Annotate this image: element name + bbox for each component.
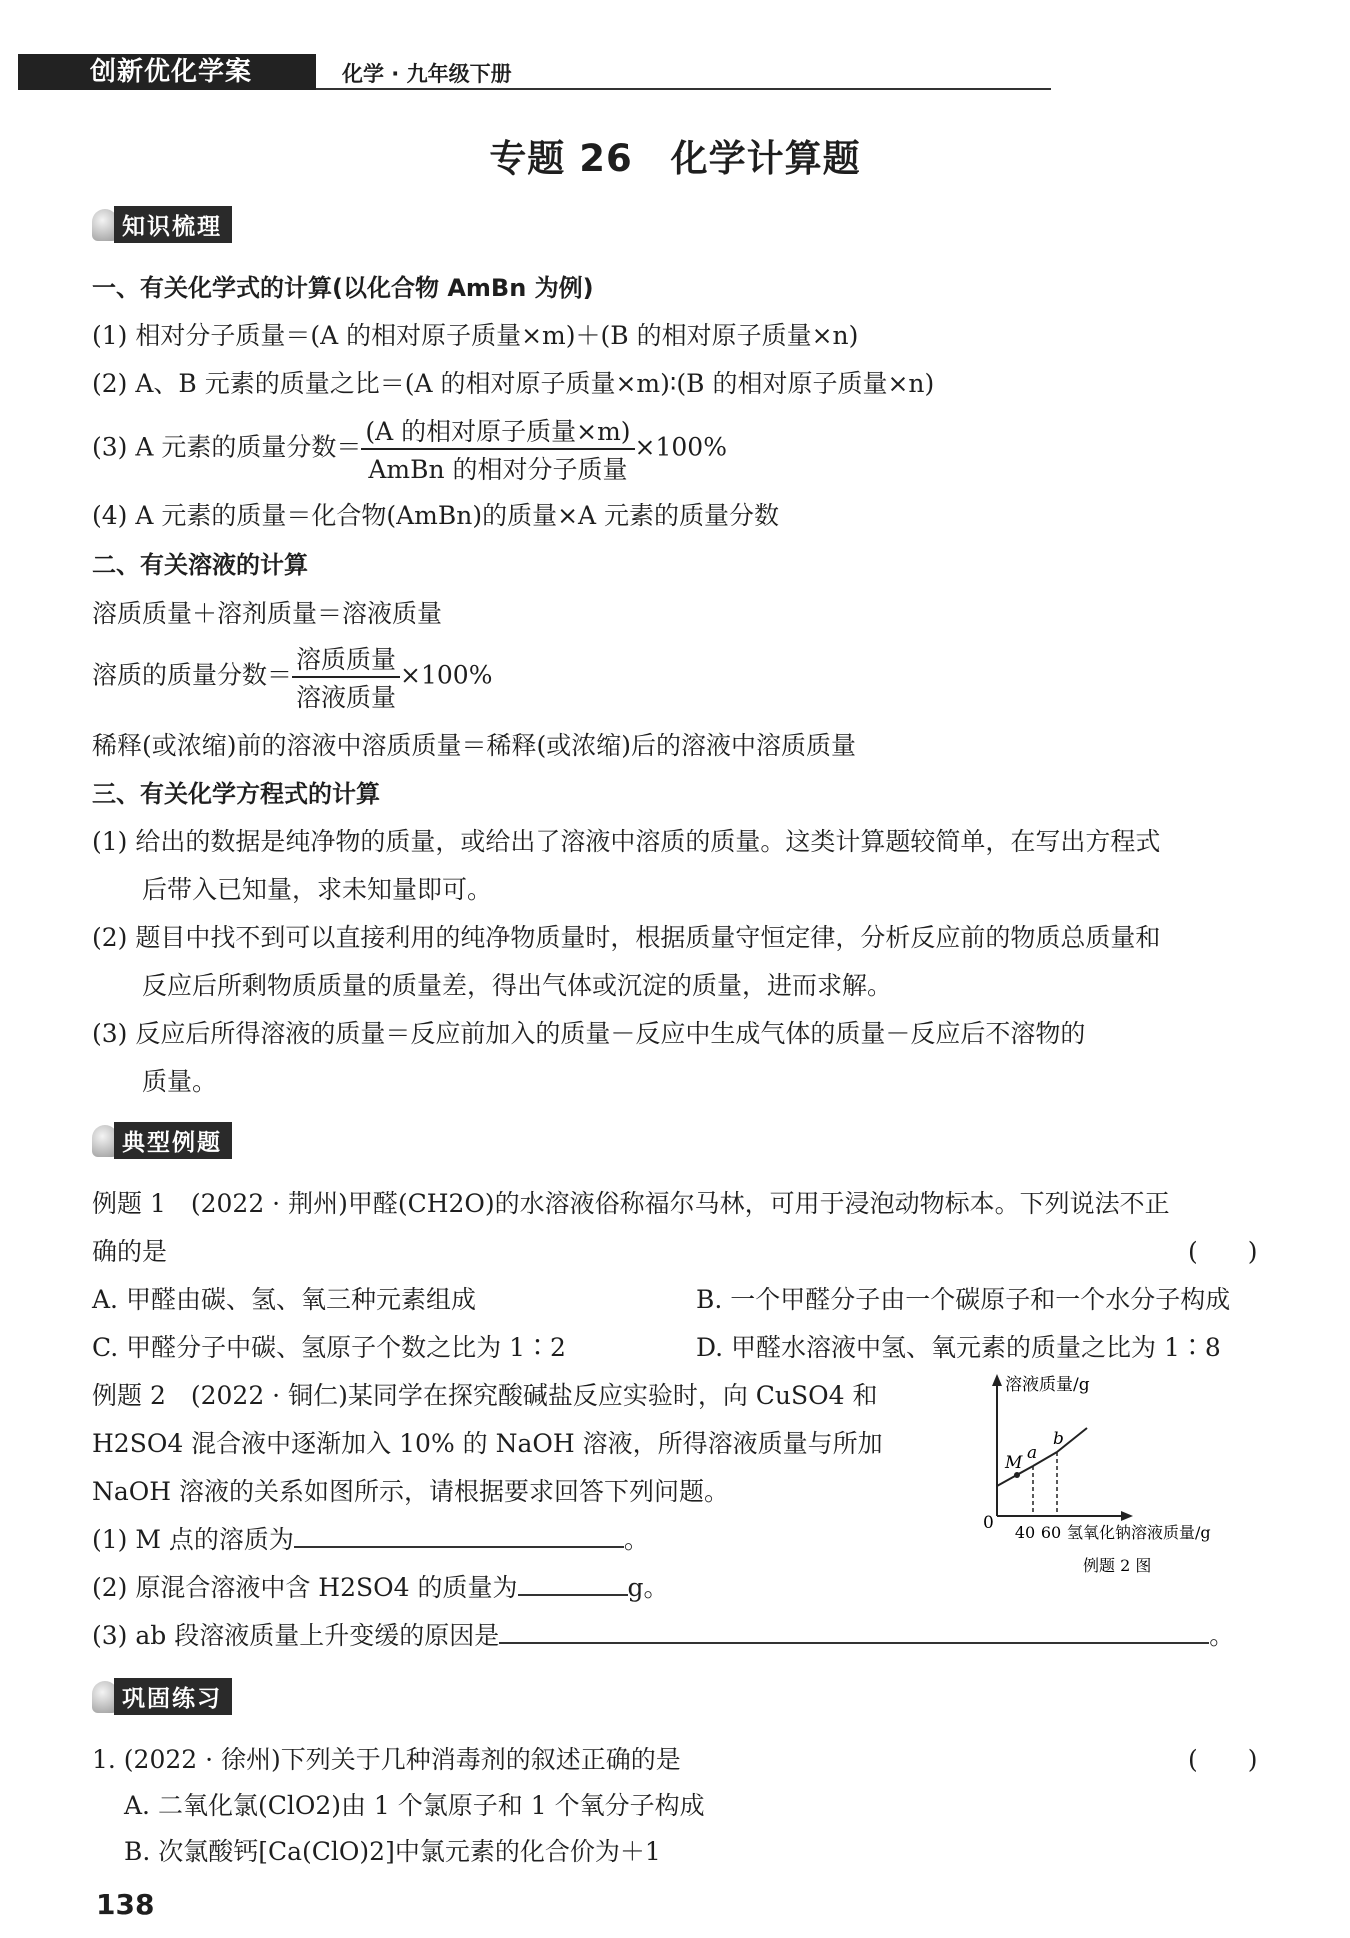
solution-line-1: 溶质质量＋溶剂质量＝溶液质量: [92, 599, 443, 628]
example2-question-3: [92, 1616, 1234, 1652]
example2-question-1: [92, 1520, 649, 1556]
y-axis-arrow: [992, 1374, 1002, 1386]
question-text: (1) M 点的溶质为: [92, 1525, 294, 1554]
fraction-denominator: 溶液质量: [296, 683, 397, 712]
section-examples: [92, 1122, 232, 1156]
practice-option-a: A. 二氧化氯(ClO2)由 1 个氯原子和 1 个氧分子构成: [124, 1791, 705, 1820]
fraction-denominator: AmBn 的相对分子质量: [368, 455, 628, 484]
solution-line-3: 稀释(或浓缩)前的溶液中溶质质量＝稀释(或浓缩)后的溶液中溶质质量: [92, 731, 857, 760]
equation-line-1a: (1) 给出的数据是纯净物的质量，或给出了溶液中溶质的质量。这类计算题较简单，在写出方程式: [92, 827, 1161, 856]
knowledge-heading-3: 三、有关化学方程式的计算: [92, 780, 380, 808]
solute-fraction-formula: [292, 640, 400, 714]
question-text: (2) 原混合溶液中含 H2SO4 的质量为: [92, 1573, 518, 1602]
example2-stem-2: H2SO4 混合液中逐渐加入 10% 的 NaOH 溶液，所得溶液质量与所加: [92, 1429, 883, 1458]
point-m-label: M: [1005, 1453, 1023, 1473]
example2-question-2: [92, 1568, 669, 1604]
equation-line-1b: 后带入已知量，求未知量即可。: [142, 875, 493, 904]
knowledge-line-2: (2) A、B 元素的质量之比＝(A 的相对原子质量×m)∶(B 的相对原子质量×n): [92, 369, 935, 398]
answer-paren: ( ): [1188, 1745, 1258, 1774]
equation-line-2b: 反应后所剩物质质量的质量差，得出气体或沉淀的质量，进而求解。: [142, 971, 893, 1000]
example1-option-b: B. 一个甲醛分子由一个碳原子和一个水分子构成: [696, 1285, 1231, 1314]
header-rule: [316, 88, 1051, 90]
page-number: 138: [96, 1888, 155, 1921]
section-practice-label: 巩固练习: [114, 1678, 232, 1715]
question-end: 。: [1209, 1621, 1235, 1650]
answer-paren: ( ): [1188, 1237, 1258, 1266]
knowledge-heading-1: 一、有关化学式的计算(以化合物 AmBn 为例): [92, 274, 594, 302]
section-examples-label: 典型例题: [114, 1122, 232, 1159]
solution-line-2: [92, 640, 492, 714]
answer-blank[interactable]: [499, 1616, 1209, 1644]
knowledge-heading-2: 二、有关溶液的计算: [92, 551, 308, 579]
formula-tail: ×100%: [400, 660, 493, 690]
fraction-numerator: (A 的相对原子质量×m): [361, 412, 634, 450]
formula-lead: 溶质的质量分数＝: [92, 660, 293, 690]
example2-stem-3: NaOH 溶液的关系如图所示，请根据要求回答下列问题。: [92, 1477, 730, 1506]
equation-line-2a: (2) 题目中找不到可以直接利用的纯净物质量时，根据质量守恒定律，分析反应前的物质总质量和: [92, 923, 1161, 952]
example1-option-c: C. 甲醛分子中碳、氢原子个数之比为 1∶2: [92, 1333, 566, 1362]
practice-option-b: B. 次氯酸钙[Ca(ClO)2]中氯元素的化合价为＋1: [124, 1837, 661, 1866]
practice-question-1: 1. (2022 · 徐州)下列关于几种消毒剂的叙述正确的是: [92, 1745, 681, 1774]
formula-lead: (3) A 元素的质量分数＝: [92, 432, 362, 462]
formula-tail: ×100%: [634, 432, 727, 462]
mass-fraction-formula: [361, 412, 634, 486]
equation-line-3b: 质量。: [142, 1067, 218, 1096]
example1-option-d: D. 甲醛水溶液中氢、氧元素的质量之比为 1∶8: [696, 1333, 1221, 1362]
tick-label-60: 60: [1040, 1523, 1062, 1542]
answer-blank[interactable]: [294, 1520, 624, 1548]
example1-stem-b: 确的是: [92, 1237, 168, 1266]
book-subject: 化学 · 九年级下册: [342, 62, 512, 86]
x-axis-label: 氢氧化钠溶液质量/g: [1067, 1523, 1211, 1542]
question-end: 。: [623, 1525, 649, 1554]
point-b-label: b: [1053, 1429, 1064, 1449]
y-axis-label: 溶液质量/g: [1005, 1375, 1090, 1395]
equation-line-3a: (3) 反应后所得溶液的质量＝反应前加入的质量－反应中生成气体的质量－反应后不溶物的: [92, 1019, 1086, 1048]
knowledge-line-1: (1) 相对分子质量＝(A 的相对原子质量×m)＋(B 的相对原子质量×n): [92, 321, 859, 350]
figure-caption: 例题 2 图: [1083, 1556, 1152, 1575]
knowledge-line-4: (4) A 元素的质量＝化合物(AmBn)的质量×A 元素的质量分数: [92, 501, 780, 530]
section-practice: [92, 1678, 232, 1712]
example2-stem-1: 例题 2 (2022 · 铜仁)某同学在探究酸碱盐反应实验时，向 CuSO4 和: [92, 1381, 878, 1410]
section-knowledge: [92, 206, 232, 240]
example1-stem-a: 例题 1 (2022 · 荆州)甲醛(CH2O)的水溶液俗称福尔马林，可用于浸泡动物标本。下列说法不正: [92, 1189, 1170, 1218]
knowledge-line-3: [92, 412, 727, 486]
book-brand: 创新优化学案: [18, 54, 316, 90]
section-knowledge-label: 知识梳理: [114, 206, 232, 243]
example1-option-a: A. 甲醛由碳、氢、氧三种元素组成: [92, 1285, 476, 1314]
fraction-numerator: 溶质质量: [292, 640, 400, 678]
page-title: 专题 26 化学计算题: [489, 137, 861, 180]
question-text: (3) ab 段溶液质量上升变缓的原因是: [92, 1621, 500, 1650]
question-end: g。: [627, 1573, 669, 1602]
origin-label: 0: [983, 1513, 994, 1533]
point-a-label: a: [1027, 1443, 1038, 1463]
tick-label-40: 40: [1014, 1523, 1036, 1542]
example2-figure: [975, 1368, 1275, 1583]
x-axis-arrow: [1121, 1511, 1133, 1521]
answer-blank[interactable]: [518, 1568, 628, 1596]
